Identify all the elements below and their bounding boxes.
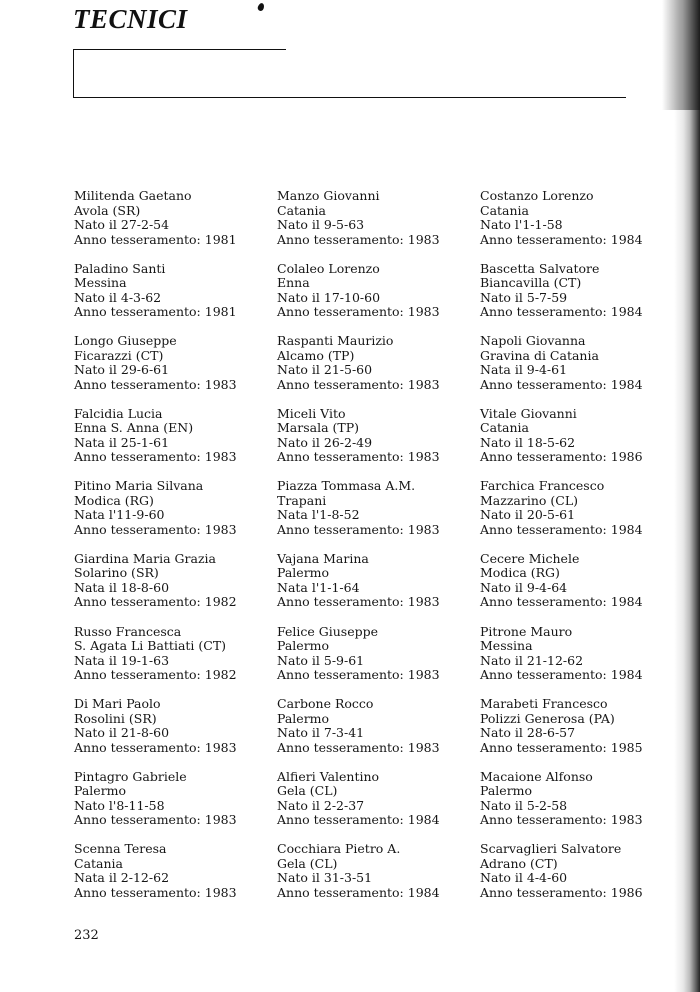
technician-name: Militenda Gaetano (74, 188, 192, 203)
technician-birth: Nata l'11-9-60 (74, 507, 165, 523)
technician-entry (277, 770, 472, 843)
technician-entry (480, 479, 675, 552)
technician-entry (277, 842, 472, 915)
technician-place: Palermo (277, 565, 330, 581)
technician-membership-year: Anno tesseramento: 1983 (74, 739, 237, 755)
technician-entry (277, 697, 472, 770)
technician-place: Messina (74, 275, 127, 291)
technician-name: Bascetta Salvatore (480, 260, 600, 276)
technician-birth: Nato il 2-2-37 (277, 797, 365, 813)
technician-entry (74, 189, 269, 262)
technician-birth: Nato l'1-1-58 (480, 217, 563, 232)
ink-dot (257, 2, 265, 12)
technician-entry (74, 262, 269, 335)
technician-place: Polizzi Generosa (PA) (480, 710, 615, 726)
technician-birth: Nato il 5-7-59 (480, 289, 568, 305)
technician-place: Alcamo (TP) (277, 347, 355, 363)
technician-birth: Nata il 19-1-63 (74, 652, 170, 668)
technician-membership-year: Anno tesseramento: 1983 (277, 594, 440, 610)
technician-membership-year: Anno tesseramento: 1981 (74, 304, 237, 320)
technician-membership-year: Anno tesseramento: 1982 (74, 594, 237, 610)
technician-place: Adrano (CT) (480, 855, 558, 871)
technician-entry (74, 407, 269, 480)
technician-place: Palermo (277, 638, 330, 654)
technician-birth: Nata il 18-8-60 (74, 579, 170, 595)
technician-membership-year: Anno tesseramento: 1985 (480, 739, 643, 755)
technician-name: Scarvaglieri Salvatore (480, 841, 622, 857)
technician-entry (74, 770, 269, 843)
technician-name: Scenna Teresa (74, 841, 167, 857)
technician-name: Alfieri Valentino (277, 768, 380, 784)
technician-birth: Nato il 9-4-64 (480, 579, 568, 595)
technician-birth: Nata il 9-4-61 (480, 362, 568, 378)
technician-membership-year: Anno tesseramento: 1986 (480, 884, 643, 900)
technician-place: Messina (480, 638, 533, 654)
technician-birth: Nato il 17-10-60 (277, 289, 381, 305)
technician-entry (277, 334, 472, 407)
technician-name: Vitale Giovanni (480, 405, 577, 421)
technician-membership-year: Anno tesseramento: 1984 (480, 376, 643, 392)
technician-birth: Nato il 21-5-60 (277, 362, 373, 378)
technician-membership-year: Anno tesseramento: 1981 (74, 231, 237, 247)
page-number: 232 (74, 928, 99, 943)
book-spine-shadow-top (662, 0, 700, 110)
technician-membership-year: Anno tesseramento: 1983 (74, 884, 237, 900)
technician-entry (277, 625, 472, 698)
technician-entry (74, 552, 269, 625)
technician-place: S. Agata Li Battiati (CT) (74, 638, 227, 654)
technician-name: Macaione Alfonso (480, 768, 593, 784)
technician-name: Miceli Vito (277, 405, 346, 421)
technician-birth: Nato l'8-11-58 (74, 797, 165, 813)
technician-membership-year: Anno tesseramento: 1984 (277, 884, 440, 900)
technician-name: Pintagro Gabriele (74, 768, 187, 784)
technician-birth: Nato il 27-2-54 (74, 217, 170, 232)
technician-name: Paladino Santi (74, 260, 166, 276)
technician-place: Gela (CL) (277, 783, 338, 799)
technician-place: Trapani (277, 492, 327, 508)
technician-entry (480, 552, 675, 625)
technician-place: Gravina di Catania (480, 347, 599, 363)
technician-birth: Nato il 4-4-60 (480, 870, 568, 886)
technician-name: Vajana Marina (277, 550, 369, 566)
technician-birth: Nato il 26-2-49 (277, 434, 373, 450)
technician-membership-year: Anno tesseramento: 1984 (480, 521, 643, 537)
technician-membership-year: Anno tesseramento: 1984 (480, 304, 643, 320)
technician-place: Palermo (277, 710, 330, 726)
technician-place: Enna S. Anna (EN) (74, 420, 194, 436)
technician-entry (277, 407, 472, 480)
technician-membership-year: Anno tesseramento: 1983 (74, 376, 237, 392)
technician-entry (480, 770, 675, 843)
technician-place: Catania (480, 202, 529, 218)
technician-name: Falcidia Lucia (74, 405, 163, 421)
entries-column-3 (480, 189, 675, 915)
technician-entry (480, 625, 675, 698)
technician-birth: Nata l'1-8-52 (277, 507, 360, 523)
technician-name: Carbone Rocco (277, 696, 374, 712)
technician-membership-year: Anno tesseramento: 1983 (277, 667, 440, 683)
technician-birth: Nato il 9-5-63 (277, 217, 365, 232)
technician-birth: Nato il 21-8-60 (74, 725, 170, 741)
technician-entry (480, 334, 675, 407)
technician-name: Manzo Giovanni (277, 188, 380, 203)
technician-birth: Nato il 5-9-61 (277, 652, 365, 668)
technician-place: Palermo (480, 783, 533, 799)
technician-membership-year: Anno tesseramento: 1983 (277, 449, 440, 465)
technician-membership-year: Anno tesseramento: 1984 (480, 667, 643, 683)
header-rule-top (73, 49, 286, 50)
technician-name: Pitrone Mauro (480, 623, 573, 639)
technician-name: Costanzo Lorenzo (480, 188, 594, 203)
technician-birth: Nato il 5-2-58 (480, 797, 568, 813)
technician-birth: Nato il 31-3-51 (277, 870, 373, 886)
technician-place: Rosolini (SR) (74, 710, 157, 726)
technician-name: Di Mari Paolo (74, 696, 161, 712)
technician-name: Felice Giuseppe (277, 623, 379, 639)
entries-column-1 (74, 189, 269, 915)
technician-name: Piazza Tommasa A.M. (277, 478, 416, 494)
technician-entry (74, 625, 269, 698)
technician-place: Gela (CL) (277, 855, 338, 871)
technician-membership-year: Anno tesseramento: 1984 (480, 231, 643, 247)
technician-name: Raspanti Maurizio (277, 333, 394, 349)
technician-membership-year: Anno tesseramento: 1986 (480, 449, 643, 465)
technician-name: Napoli Giovanna (480, 333, 586, 349)
technician-membership-year: Anno tesseramento: 1984 (277, 812, 440, 828)
technician-membership-year: Anno tesseramento: 1982 (74, 667, 237, 683)
technician-place: Catania (74, 855, 123, 871)
technician-entry (277, 479, 472, 552)
header-rule-bottom (73, 97, 626, 98)
technician-entry (277, 189, 472, 262)
technician-entry (74, 479, 269, 552)
technician-birth: Nata l'1-1-64 (277, 579, 360, 595)
technician-place: Biancavilla (CT) (480, 275, 582, 291)
technician-entry (480, 189, 675, 262)
technician-place: Marsala (TP) (277, 420, 360, 436)
technician-name: Marabeti Francesco (480, 696, 608, 712)
technician-entry (277, 262, 472, 335)
technician-name: Farchica Francesco (480, 478, 605, 494)
technician-place: Enna (277, 275, 310, 291)
technician-name: Giardina Maria Grazia (74, 550, 216, 566)
technician-place: Catania (480, 420, 529, 436)
header-rule-left (73, 49, 74, 97)
technician-membership-year: Anno tesseramento: 1983 (277, 231, 440, 247)
technician-birth: Nato il 4-3-62 (74, 289, 162, 305)
technician-place: Ficarazzi (CT) (74, 347, 164, 363)
technician-entry (480, 697, 675, 770)
technician-name: Cocchiara Pietro A. (277, 841, 401, 857)
technician-birth: Nato il 7-3-41 (277, 725, 365, 741)
technician-membership-year: Anno tesseramento: 1983 (277, 521, 440, 537)
technician-entry (277, 552, 472, 625)
technician-place: Palermo (74, 783, 127, 799)
technician-membership-year: Anno tesseramento: 1984 (480, 594, 643, 610)
book-spine-shadow (674, 0, 700, 992)
technician-birth: Nato il 29-6-61 (74, 362, 170, 378)
entries-column-2 (277, 189, 472, 915)
technician-entry (74, 842, 269, 915)
technician-entry (74, 697, 269, 770)
technician-birth: Nato il 20-5-61 (480, 507, 576, 523)
technician-membership-year: Anno tesseramento: 1983 (277, 304, 440, 320)
technician-birth: Nato il 18-5-62 (480, 434, 576, 450)
technician-place: Modica (RG) (480, 565, 560, 581)
technician-place: Modica (RG) (74, 492, 154, 508)
technician-name: Cecere Michele (480, 550, 580, 566)
technician-entry (480, 407, 675, 480)
technician-place: Catania (277, 202, 326, 218)
technician-entry (480, 842, 675, 915)
technician-place: Avola (SR) (74, 202, 141, 218)
technician-birth: Nato il 28-6-57 (480, 725, 576, 741)
technician-membership-year: Anno tesseramento: 1983 (74, 521, 237, 537)
technician-birth: Nata il 2-12-62 (74, 870, 170, 886)
technician-name: Longo Giuseppe (74, 333, 177, 349)
technician-membership-year: Anno tesseramento: 1983 (74, 812, 237, 828)
page-title: TECNICI (73, 4, 188, 34)
technician-membership-year: Anno tesseramento: 1983 (74, 449, 237, 465)
technician-name: Colaleo Lorenzo (277, 260, 380, 276)
technician-entry (480, 262, 675, 335)
technician-membership-year: Anno tesseramento: 1983 (277, 739, 440, 755)
technician-place: Mazzarino (CL) (480, 492, 579, 508)
technician-membership-year: Anno tesseramento: 1983 (480, 812, 643, 828)
technician-place: Solarino (SR) (74, 565, 159, 581)
technician-entry (74, 334, 269, 407)
technician-name: Pitino Maria Silvana (74, 478, 204, 494)
technician-name: Russo Francesca (74, 623, 182, 639)
technician-birth: Nata il 25-1-61 (74, 434, 170, 450)
technician-membership-year: Anno tesseramento: 1983 (277, 376, 440, 392)
technician-birth: Nato il 21-12-62 (480, 652, 584, 668)
